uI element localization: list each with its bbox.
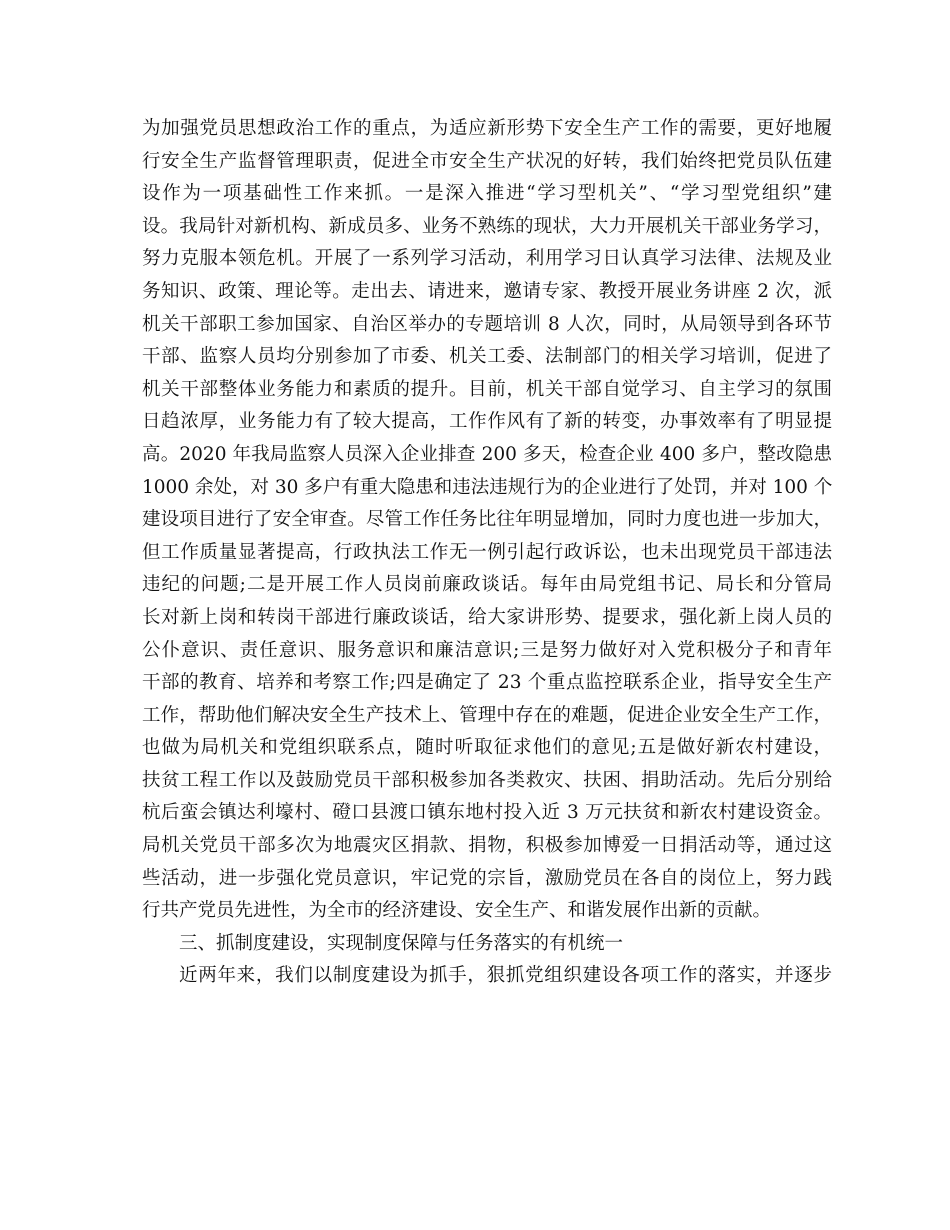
paragraph-start-line: 近两年来，我们以制度建设为抓手，狠抓党组织建设各项工作的落实，并逐步 [179,965,832,987]
text-line: 设作为一项基础性工作来抓。一是深入推进“学习型机关”、“学习型党组织”建 [142,183,832,205]
text-line: 但工作质量显著提高，行政执法工作无一例引起行政诉讼，也未出现党员干部违法 [142,541,832,563]
text-line: 些活动，进一步强化党员意识，牢记党的宗旨，激励党员在各自的岗位上，努力践 [142,867,832,889]
text-line: 扶贫工程工作以及鼓励党员干部积极参加各类救灾、扶困、捐助活动。先后分别给 [142,769,832,791]
text-line: 局机关党员干部多次为地震灾区捐款、捐物，积极参加博爱一日捐活动等，通过这 [142,835,832,857]
text-line: 1000 余处，对 30 多户有重大隐患和违法违规行为的企业进行了处罚，并对 100 个 [142,476,832,498]
text-line: 设。我局针对新机构、新成员多、业务不熟练的现状，大力开展机关干部业务学习， [142,215,832,237]
text-line: 干部的教育、培养和考察工作;四是确定了 23 个重点监控联系企业，指导安全生产 [142,672,832,694]
text-line: 努力克服本领危机。开展了一系列学习活动，利用学习日认真学习法律、法规及业 [142,248,832,270]
text-line: 为加强党员思想政治工作的重点，为适应新形势下安全生产工作的需要，更好地履 [142,118,832,139]
text-line: 行安全生产监督管理职责，促进全市安全生产状况的好转，我们始终把党员队伍建 [142,150,832,172]
text-line: 工作，帮助他们解决安全生产技术上、管理中存在的难题，促进企业安全生产工作， [142,704,832,726]
text-line: 长对新上岗和转岗干部进行廉政谈话，给大家讲形势、提要求，强化新上岗人员的 [142,606,832,628]
body-text [142,113,832,993]
text-line: 日趋浓厚，业务能力有了较大提高，工作作风有了新的转变，办事效率有了明显提 [142,411,832,433]
text-line: 公仆意识、责任意识、服务意识和廉洁意识;三是努力做好对入党积极分子和青年 [142,639,832,661]
text-line: 干部、监察人员均分别参加了市委、机关工委、法制部门的相关学习培训，促进了 [142,346,832,368]
section-heading: 三、抓制度建设，实现制度保障与任务落实的有机统一 [179,932,624,954]
text-line: 也做为局机关和党组织联系点，随时听取征求他们的意见;五是做好新农村建设， [142,737,832,759]
text-line: 杭后蛮会镇达利壕村、磴口县渡口镇东地村投入近 3 万元扶贫和新农村建设资金。 [142,802,832,824]
paragraph-end-line: 行共产党员先进性，为全市的经济建设、安全生产、和谐发展作出新的贡献。 [142,900,772,922]
text-line: 违纪的问题;二是开展工作人员岗前廉政谈话。每年由局党组书记、局长和分管局 [142,574,832,596]
text-line: 机关干部整体业务能力和素质的提升。目前，机关干部自觉学习、自主学习的氛围 [142,378,832,400]
text-line: 建设项目进行了安全审查。尽管工作任务比往年明显增加，同时力度也进一步加大， [142,509,832,531]
text-line: 高。2020 年我局监察人员深入企业排查 200 多天，检查企业 400 多户，整改隐患 [142,443,832,465]
text-line: 务知识、政策、理论等。走出去、请进来，邀请专家、教授开展业务讲座 2 次，派 [142,280,832,302]
text-line: 机关干部职工参加国家、自治区举办的专题培训 8 人次，同时，从局领导到各环节 [142,313,832,335]
